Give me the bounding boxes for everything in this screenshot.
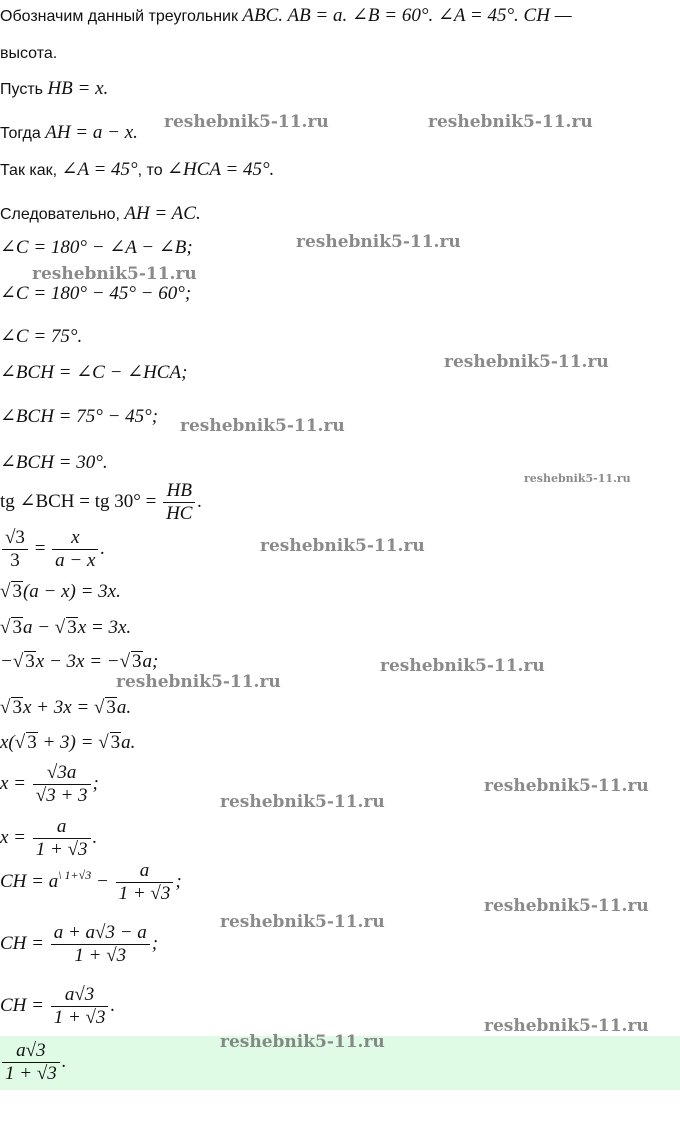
sqrt-sign: √ [0,697,11,718]
sqrt-radicand: 3 [106,697,116,718]
watermark: reshebnik5-11.ru [220,912,385,932]
fraction [116,860,174,905]
math: . [92,826,98,848]
fraction-numerator: a√3 [51,984,109,1007]
fraction [51,984,109,1029]
math: ∠C = 75°. [0,326,83,347]
math: ∠BCH = 30°. [0,452,108,473]
fraction-numerator: a [33,816,91,839]
fraction [51,922,150,967]
fraction-numerator: √3a [33,762,91,785]
math: HB = x. [47,78,109,99]
math: tg ∠BCH = tg 30° = [0,490,162,512]
line-12 [0,453,108,474]
line-23 [0,922,158,967]
fraction [33,816,91,861]
math: a. [121,732,136,753]
math: CH = [0,994,49,1016]
fraction-numerator: √3 [2,527,28,550]
line-9 [0,327,82,348]
superscript: \ 1+√3 [58,867,92,882]
math: (a − x) = 3x. [22,581,121,602]
line-19 [0,732,135,753]
fraction-denominator: 1 + √3 [35,839,88,860]
math: a. [116,697,132,718]
fraction [2,1040,60,1085]
fraction-denominator: HC [166,503,193,524]
sqrt-radicand: 3 [12,581,22,602]
fraction-denominator: 3 [10,550,20,571]
math: + 3) = [37,732,99,753]
fraction-denominator: 1 + √3 [5,1063,57,1084]
sqrt-sign: √ [119,651,131,672]
line-6 [0,204,201,225]
line-17 [0,651,158,672]
text: Так как, [0,162,62,179]
line-22 [0,860,182,905]
sqrt-radicand: 3 [67,617,77,638]
math: ∠A = 45° [61,159,138,180]
math: x( [0,732,15,753]
math: x + 3x = [22,697,94,718]
text: Пусть [0,81,48,98]
math: . [197,490,203,512]
math: . [110,994,116,1016]
watermark: reshebnik5-11.ru [180,416,345,436]
math: ∠HCA = 45°. [167,159,275,180]
line-2 [0,44,57,64]
math: ; [151,932,159,954]
watermark: reshebnik5-11.ru [220,1032,385,1052]
math: x = [0,826,31,848]
sqrt-sign: √ [98,732,109,753]
fraction [2,527,28,572]
line-5 [0,160,274,181]
line-11 [0,407,158,428]
watermark: reshebnik5-11.ru [524,472,631,485]
watermark: reshebnik5-11.ru [296,232,461,252]
fraction-denominator: 1 + √3 [118,883,171,904]
fraction [33,762,91,807]
fraction-numerator: a + a√3 − a [51,922,150,945]
line-4 [0,123,138,144]
math: x − 3x = − [35,651,120,672]
equals-sign: = [34,537,46,559]
math: a; [142,651,159,672]
line-7 [0,238,193,259]
math: − [0,651,13,672]
watermark: reshebnik5-11.ru [116,672,281,692]
math: ∠C = 180° − ∠A − ∠B; [0,237,193,258]
math: CH = [0,932,49,954]
line-14 [0,527,105,572]
fraction-denominator: a − x [55,550,96,571]
line-15 [0,581,121,602]
fraction [163,480,195,525]
sqrt-sign: √ [93,697,105,718]
fraction-denominator: 1 + √3 [74,945,127,966]
fraction-denominator: 1 + √3 [53,1007,106,1028]
line-21 [0,816,97,861]
math: a − [22,617,55,638]
line-20 [0,762,99,807]
text: Следовательно, [0,206,125,223]
sqrt-sign: √ [54,617,66,638]
text: Обозначим данный треугольник [0,8,243,25]
watermark: reshebnik5-11.ru [428,112,593,132]
sqrt-radicand: 3 [110,732,121,753]
watermark: reshebnik5-11.ru [220,792,385,812]
line-10 [0,363,187,384]
math: . [100,537,106,559]
watermark: reshebnik5-11.ru [164,112,329,132]
sqrt-sign: √ [0,581,11,602]
math: AH = AC. [124,203,201,224]
sqrt-sign: √ [14,732,26,753]
line-18 [0,697,131,718]
math: CH = a [0,870,59,892]
watermark: reshebnik5-11.ru [444,352,609,372]
sqrt-radicand: 3 [132,651,142,672]
fraction [52,527,98,572]
fraction-numerator: x [52,527,98,550]
watermark: reshebnik5-11.ru [484,776,649,796]
sqrt-radicand: 3 [25,651,35,672]
sqrt-radicand: 3 [12,697,22,718]
math: x = [0,772,31,794]
watermark: reshebnik5-11.ru [484,896,649,916]
math: ; [175,870,182,892]
watermark: reshebnik5-11.ru [380,656,545,676]
line-13 [0,480,202,525]
math: ∠BCH = ∠C − ∠HCA; [0,362,188,383]
math: ; [92,772,99,794]
fraction-numerator: a√3 [2,1040,60,1063]
answer-line [0,1040,67,1085]
line-1 [0,6,572,27]
watermark: reshebnik5-11.ru [260,536,425,556]
math: ∠BCH = 75° − 45°; [0,406,159,427]
sqrt-sign: √ [12,651,24,672]
watermark: reshebnik5-11.ru [484,1016,649,1036]
line-24 [0,984,115,1029]
line-16 [0,617,131,638]
math: ∠C = 180° − 45° − 60°; [0,283,192,304]
fraction-numerator: a [116,860,174,883]
math: x = 3x. [77,617,132,638]
math: . [61,1050,67,1072]
line-3 [0,79,108,100]
answer-highlight [0,1036,680,1090]
math: ABC. AB = a. ∠B = 60°. ∠A = 45°. CH — [242,5,572,26]
fraction-denominator: √3 + 3 [35,785,88,806]
line-8 [0,284,191,305]
sqrt-sign: √ [0,617,11,638]
fraction-numerator: HB [163,480,195,503]
sqrt-radicand: 3 [27,732,37,753]
text: высота. [0,45,58,62]
sqrt-radicand: 3 [12,617,22,638]
math: − [91,870,114,892]
text: Тогда [0,125,46,142]
watermark: reshebnik5-11.ru [32,264,197,284]
math: AH = a − x. [45,122,138,143]
text: , то [137,162,168,179]
